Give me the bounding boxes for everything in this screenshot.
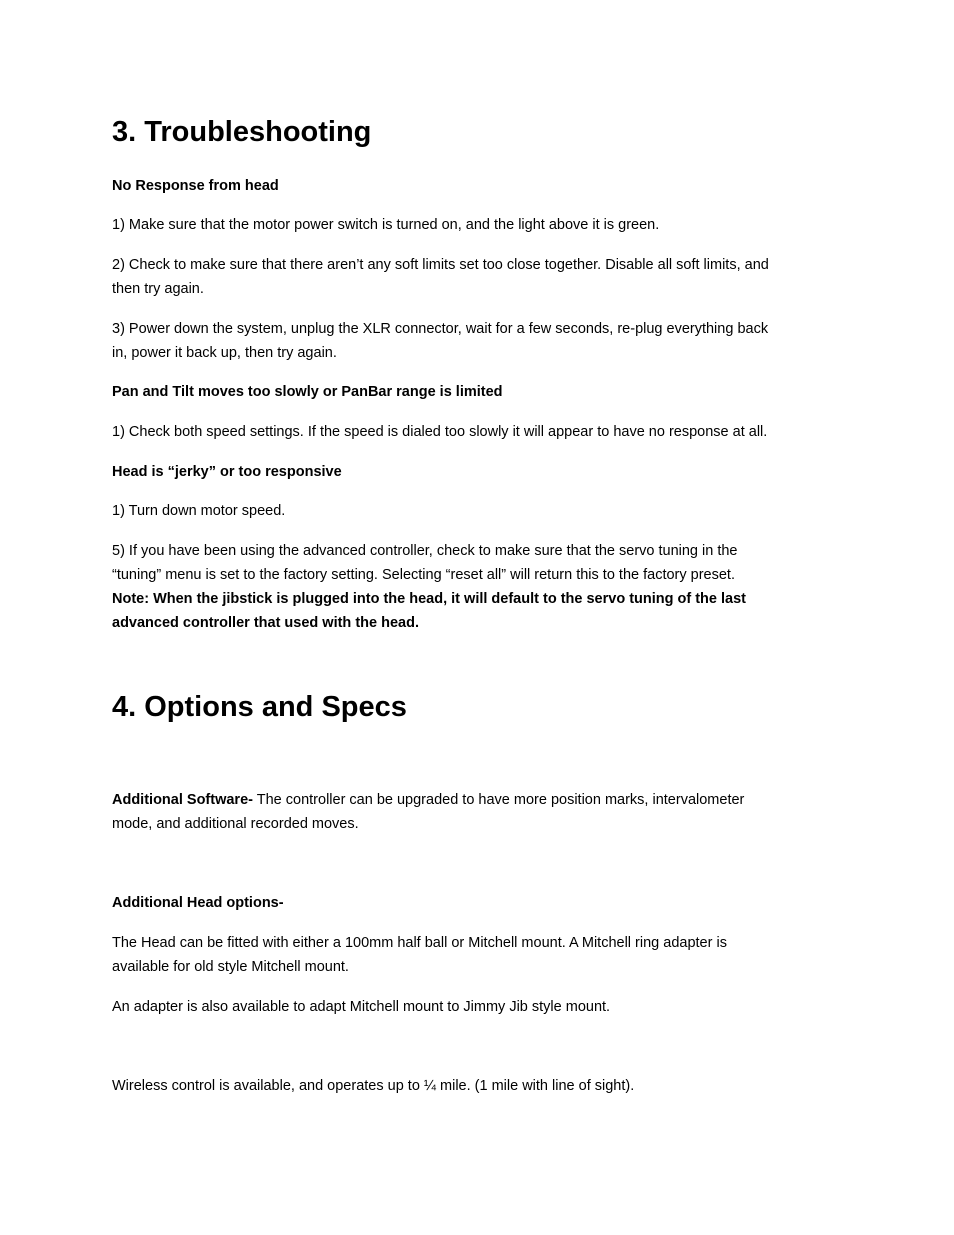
no-response-item-2-line-2: then try again. [112,281,204,297]
no-response-item-2 [112,253,769,301]
subheading-pan-tilt: Pan and Tilt moves too slowly or PanBar range is limited [112,384,503,400]
head-options-paragraph [112,931,727,979]
note-line-2: advanced controller that used with the head. [112,615,419,631]
no-response-item-1: 1) Make sure that the motor power switch is turned on, and the light above it is green. [112,217,660,233]
section-heading-options: 4. Options and Specs [112,691,407,723]
no-response-item-3 [112,317,768,365]
additional-software-label: Additional Software- [112,792,253,808]
head-options-line-1: The Head can be fitted with either a 100mm half ball or Mitchell mount. A Mitchell ring adapter is [112,935,727,951]
no-response-item-3-line-1: 3) Power down the system, unplug the XLR connector, wait for a few seconds, re-plug everything back [112,321,769,337]
subheading-head-options: Additional Head options- [112,895,284,911]
section-heading-troubleshooting: 3. Troubleshooting [112,116,372,148]
note-line-1: Note: When the jibstick is plugged into the head, it will default to the servo tuning of the last [112,591,746,607]
no-response-item-3-line-2: in, power it back up, then try again. [112,345,337,361]
additional-software-paragraph [112,788,744,836]
wireless-paragraph: Wireless control is available, and operates up to ¼ mile. (1 mile with line of sight). [112,1078,635,1094]
no-response-item-2-line-1: 2) Check to make sure that there aren’t any soft limits set too close together. Disable all soft limits, and [112,257,769,273]
jerky-item-1: 1) Turn down motor speed. [112,503,286,519]
jerky-item-5-line-1: 5) If you have been using the advanced controller, check to make sure that the servo tuning in the [112,543,738,559]
additional-software-line-2: mode, and additional recorded moves. [112,816,359,832]
adapter-paragraph: An adapter is also available to adapt Mitchell mount to Jimmy Jib style mount. [112,999,611,1015]
jerky-item-5 [112,539,746,635]
head-options-line-2: available for old style Mitchell mount. [112,959,349,975]
additional-software-line-1: The controller can be upgraded to have more position marks, intervalometer [252,792,745,808]
pan-tilt-item-1: 1) Check both speed settings. If the speed is dialed too slowly it will appear to have no response at all. [112,424,768,440]
subheading-jerky: Head is “jerky” or too responsive [112,464,342,480]
jerky-item-5-line-2: “tuning” menu is set to the factory setting. Selecting “reset all” will return this to the factory preset. [112,567,735,583]
subheading-no-response: No Response from head [112,178,279,194]
